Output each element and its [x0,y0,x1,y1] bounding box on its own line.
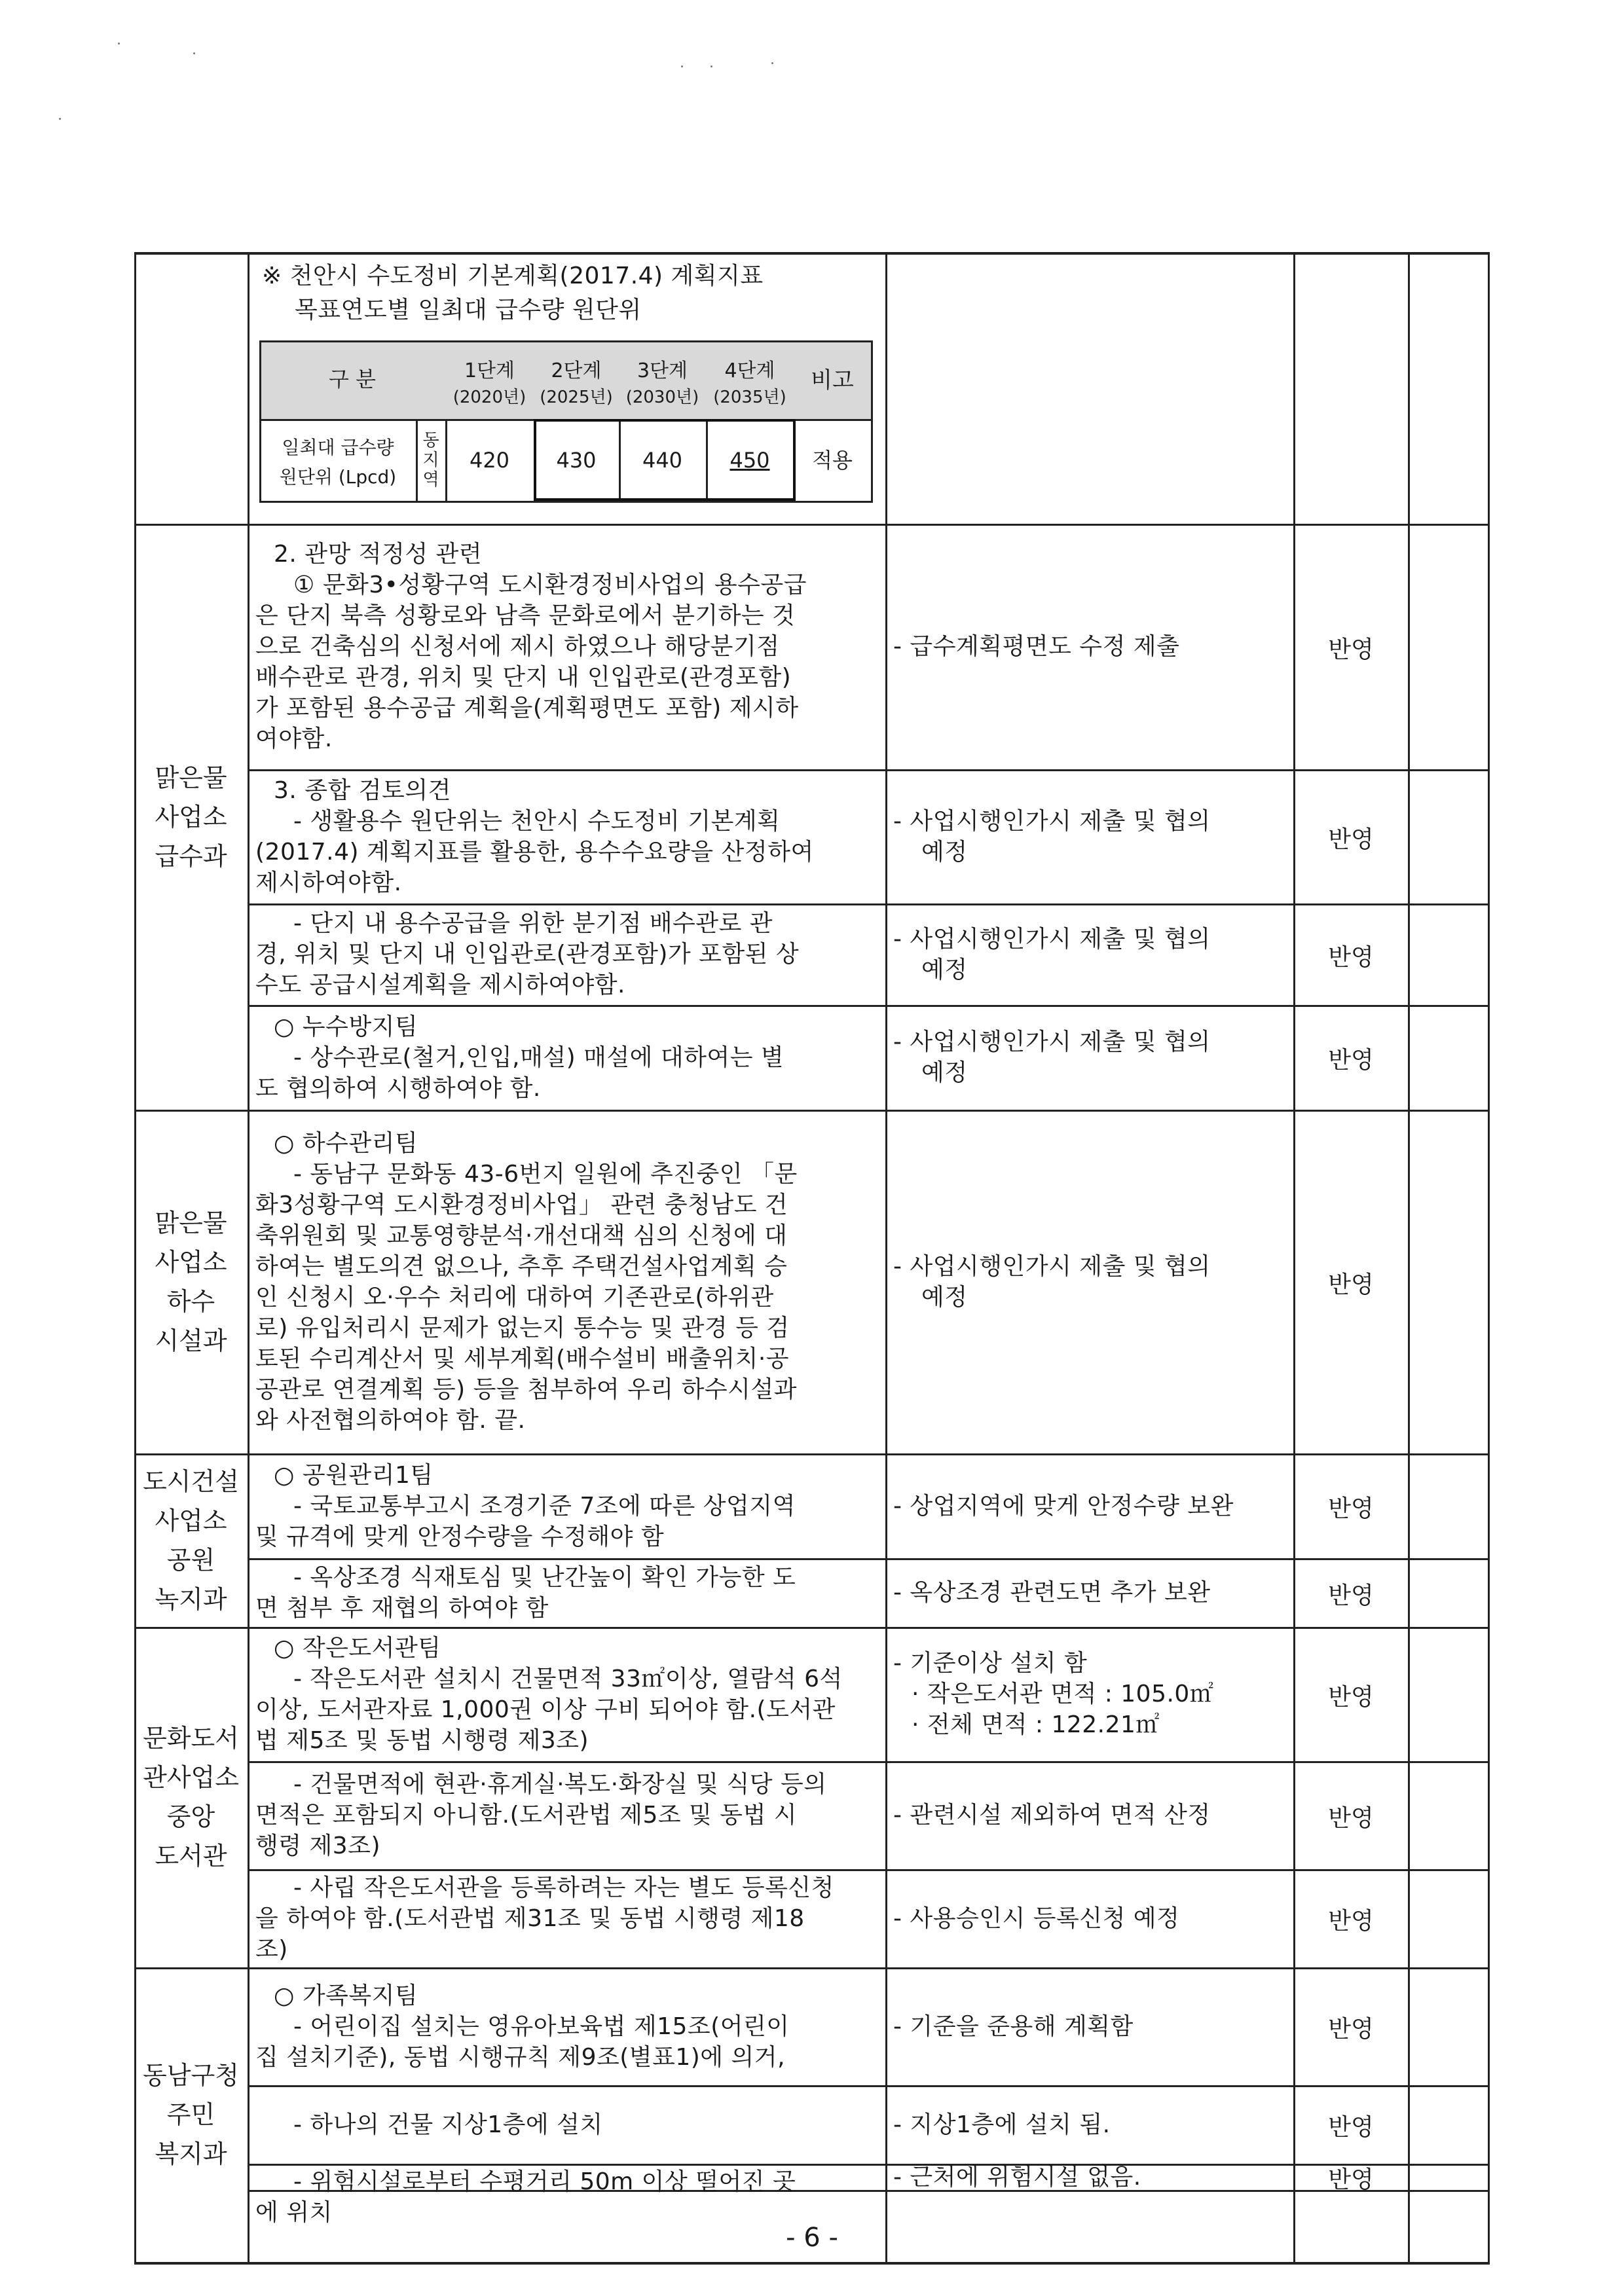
table-rule [134,524,1490,526]
review-text: - 상수관로(철거,인입,매설) 매설에 대하여는 별 [293,1044,784,1071]
review-text: 경, 위치 및 단지 내 인입관로(관경포함)가 포함된 상 [255,941,800,968]
review-text: - 동남구 문화동 43-6번지 일원에 추진중인 「문 [293,1160,798,1188]
note-line: 목표연도별 일최대 급수량 원단위 [295,297,642,323]
data-label: 일최대 급수량 [282,437,394,458]
review-text: - 사립 작은도서관을 등록하려는 자는 별도 등록신청 [293,1874,834,1901]
review-text: 와 사전협의하여야 함. 끝. [255,1406,526,1434]
department-name: 녹지과 [155,1584,227,1614]
table-rule [134,1627,1490,1629]
table-rule [134,1110,1490,1112]
review-text: 수도 공급시설계획을 제시하여야함. [255,972,625,998]
table-rule [1408,252,1410,2264]
table-rule [1488,252,1490,2264]
result-status: 반영 [1328,636,1374,663]
page-number: - 6 - [786,2223,838,2253]
review-text: 토된 수리계산서 및 세부계획(배수설비 배출위치·공 [255,1345,790,1372]
review-text: 면 첨부 후 재협의 하여야 함 [255,1594,549,1622]
review-text: 3. 종합 검토의견 [274,776,451,804]
table-rule [871,340,873,503]
review-text: 제시하여야함. [255,869,402,896]
table-rule [248,769,1490,771]
review-text: 하여는 별도의견 없으나, 추후 주택건설사업계획 승 [255,1252,788,1280]
review-text: 2. 관망 적정성 관련 [274,541,483,568]
review-text: 을 하여야 함.(도서관법 제31조 및 동법 시행령 제18 [255,1904,805,1932]
stage-label: 1단계 [464,359,515,382]
review-text: - 어린이집 설치는 영유아보육법 제15조(어린이 [293,2013,790,2040]
review-text: 및 규격에 맞게 안정수량을 수정해야 함 [255,1523,665,1550]
department-name: 사업소 [155,802,227,831]
table-rule [134,2262,1490,2265]
department-name: 맑은물 [155,763,227,792]
scan-speck [118,43,120,45]
review-text: 집 설치기준), 동법 시행규칙 제9조(별표1)에 의거, [255,2043,786,2071]
result-status: 반영 [1328,1271,1374,1298]
data-label: 원단위 (Lpcd) [279,466,397,488]
review-text: (2017.4) 계획지표를 활용한, 용수수요량을 산정하여 [255,838,814,866]
action-text: - 상업지역에 맞게 안정수량 보완 [893,1492,1234,1520]
data-remark: 적용 [812,448,853,473]
review-text: ○ 하수관리팀 [274,1129,418,1157]
department-name: 도시건설 [143,1467,239,1496]
department-name: 관사업소 [143,1763,239,1792]
table-rule [134,1967,1490,1969]
action-text: - 기준이상 설치 함 [893,1650,1088,1677]
result-status: 반영 [1328,1804,1374,1832]
review-text: 조) [255,1935,288,1963]
review-text: 에 위치 [255,2199,333,2226]
table-rule [134,252,1490,255]
region-label: 동지역 [422,431,439,490]
table-rule [248,903,1490,905]
review-text: - 국토교통부고시 조경기준 7조에 따른 상업지역 [293,1492,796,1520]
result-status: 반영 [1328,2016,1374,2043]
action-text: 예정 [921,838,968,866]
table-rule [885,252,887,2264]
stage-year: (2025년) [540,388,613,407]
stage-year: (2020년) [452,388,526,407]
result-status: 반영 [1328,2166,1374,2193]
action-text: - 관련시설 제외하여 면적 산정 [893,1802,1211,1829]
review-text: - 하나의 건물 지상1층에 설치 [293,2111,603,2138]
table-rule [1293,252,1295,2264]
review-text: 배수관로 관경, 위치 및 단지 내 인입관로(관경포함) [255,664,792,691]
result-status: 반영 [1328,2114,1374,2141]
department-name: 도서관 [155,1842,227,1870]
action-text: · 전체 면적 : 122.21㎡ [912,1711,1160,1738]
review-text: 법 제5조 및 동법 시행령 제3조) [255,1726,589,1754]
scan-speck [193,52,195,54]
department-name: 중앙 [166,1802,215,1831]
review-text: 행령 제3조) [255,1832,380,1859]
result-status: 반영 [1328,1683,1374,1711]
result-status: 반영 [1328,1495,1374,1522]
review-text: 축위원회 및 교통영향분석·개선대책 심의 신청에 대 [255,1222,788,1249]
review-text: - 단지 내 용수공급을 위한 분기점 배수관로 관 [293,910,773,937]
table-rule [248,2085,1490,2087]
scan-speck [771,62,773,64]
review-text: 공관로 연결계획 등) 등을 첨부하여 우리 하수시설과 [255,1376,798,1403]
review-text: 여야함. [255,725,333,752]
department-name: 급수과 [155,841,227,871]
result-status: 반영 [1328,1908,1374,1935]
department-name: 하수 [166,1286,215,1316]
action-text: · 작은도서관 면적 : 105.0㎡ [912,1681,1214,1707]
action-text: 예정 [921,956,968,983]
review-text: 면적은 포함되지 아니함.(도서관법 제5조 및 동법 시 [255,1802,798,1829]
review-text: - 건물면적에 현관·휴게실·복도·화장실 및 식당 등의 [293,1771,827,1798]
action-text: - 사업시행인가시 제출 및 협의 [893,1252,1211,1280]
review-text: - 옥상조경 식재토심 및 난간높이 확인 가능한 도 [293,1563,796,1591]
stage-value: 420 [469,448,510,473]
result-status: 반영 [1328,943,1374,971]
scan-speck [681,65,683,67]
action-text: 예정 [921,1059,968,1086]
department-name: 공원 [166,1545,215,1575]
review-text: 은 단지 북측 성황로와 남측 문화로에서 분기하는 것 [255,602,796,629]
stage-label: 2단계 [551,359,602,382]
stage-label: 4단계 [724,359,775,382]
action-text: - 사용승인시 등록신청 예정 [893,1904,1180,1932]
action-text: - 사업시행인가시 제출 및 협의 [893,925,1211,953]
note-line: ※ 천안시 수도정비 기본계획(2017.4) 계획지표 [262,263,764,289]
action-text: - 급수계획평면도 수정 제출 [893,633,1180,660]
review-text: 가 포함된 용수공급 계획을(계획평면도 포함) 제시하 [255,695,799,721]
action-text: - 옥상조경 관련도면 추가 보완 [893,1579,1211,1606]
table-rule [248,1761,1490,1763]
scan-speck [59,118,61,120]
department-name: 주민 [166,2100,215,2129]
action-text: - 지상1층에 설치 됨. [893,2111,1111,2138]
department-name: 문화도서 [143,1724,239,1753]
review-text: 인 신청시 오·우수 처리에 대하여 기존관로(하위관 [255,1283,774,1311]
table-rule [259,501,871,503]
result-status: 반영 [1328,1582,1374,1609]
stage-year: (2030년) [625,388,699,407]
action-text: - 기준을 준용해 계획함 [893,2013,1134,2040]
review-text: ① 문화3•성황구역 도시환경정비사업의 용수공급 [293,572,807,598]
action-text: - 사업시행인가시 제출 및 협의 [893,1029,1211,1055]
result-status: 반영 [1328,826,1374,853]
department-name: 맑은물 [155,1208,227,1237]
department-name: 시설과 [155,1326,227,1355]
review-text: 화3성황구역 도시환경정비사업」 관련 충청남도 건 [255,1191,788,1218]
department-name: 동남구청 [143,2061,239,2090]
table-rule [248,1869,1490,1871]
review-text: ○ 작은도서관팀 [274,1634,441,1662]
review-text: 로) 유입처리시 문제가 없는지 통수능 및 관경 등 검 [255,1314,790,1341]
department-name: 복지과 [155,2140,227,2168]
remark-header: 비고 [811,367,854,393]
table-rule [248,252,249,2264]
scan-speck [710,65,712,67]
stage-value: 440 [642,448,683,473]
stage-value: 430 [556,448,597,473]
stage-value: 450 [729,448,770,473]
action-text: - 사업시행인가시 제출 및 협의 [893,807,1211,835]
department-name: 사업소 [155,1506,227,1535]
department-name: 사업소 [155,1247,227,1277]
review-text: ○ 누수방지팀 [274,1013,418,1040]
review-text: - 위험시설로부터 수평거리 50m 이상 떨어진 곳 [293,2168,796,2195]
review-text: - 작은도서관 설치시 건물면적 33㎡이상, 열람석 6석 [293,1665,843,1692]
stage-label: 3단계 [637,359,688,382]
review-text: ○ 공원관리1팀 [274,1461,434,1489]
review-text: 으로 건축심의 신청서에 제시 하였으나 해당분기점 [255,633,780,660]
table-rule [134,1453,1490,1455]
review-text: 도 협의하여 시행하여야 함. [255,1074,541,1102]
stage-year: (2035년) [713,388,786,407]
result-status: 반영 [1328,1047,1374,1074]
review-text: - 생활용수 원단위는 천안시 수도정비 기본계획 [293,807,781,835]
action-text: - 근처에 위험시설 없음. [893,2163,1141,2191]
review-text: ○ 가족복지팀 [274,1982,418,2009]
table-rule [248,1005,1490,1007]
table-rule [248,1558,1490,1560]
review-text: 이상, 도서관자료 1,000권 이상 구비 되어야 함.(도서관 [255,1696,836,1723]
header-label: 구 분 [329,367,376,392]
action-text: 예정 [921,1283,968,1311]
